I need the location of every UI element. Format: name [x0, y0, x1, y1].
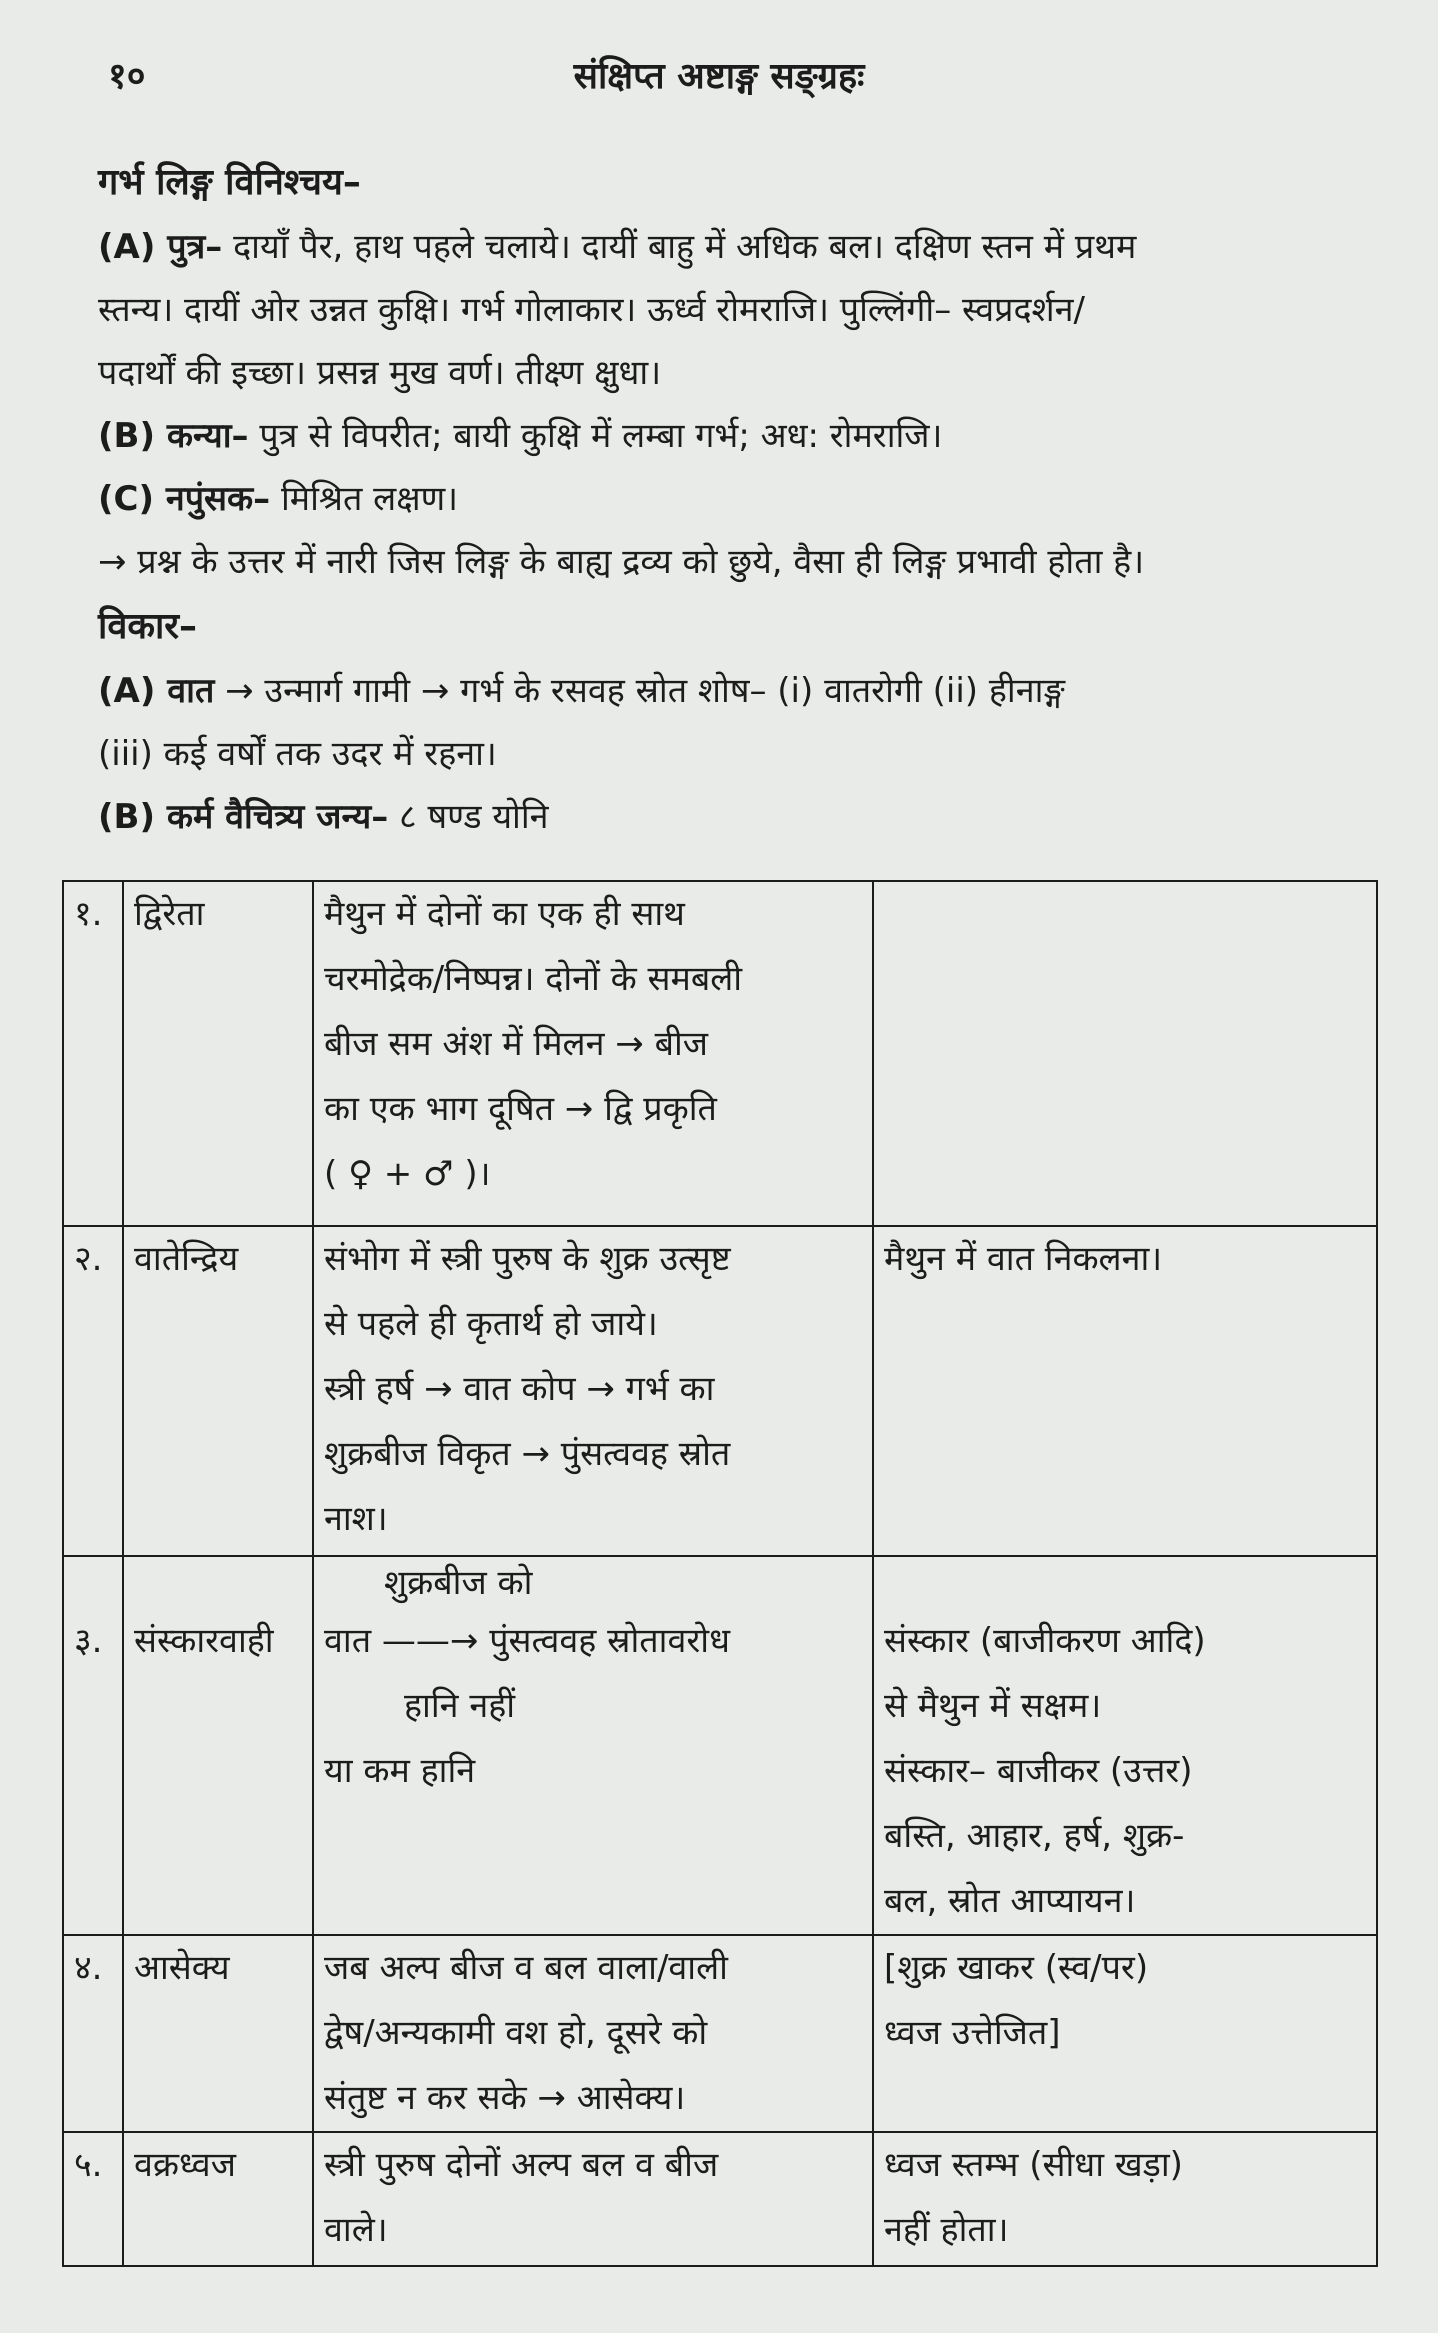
page-title: संक्षिप्त अष्टाङ्ग सङ्ग्रहः [573, 56, 865, 97]
row-name: संस्कारवाही [123, 1556, 313, 1935]
paragraph-napunsak [98, 468, 1376, 531]
paragraph-vata [98, 660, 1376, 723]
row-remark: संस्कार (बाजीकरण आदि) से मैथुन में सक्षम। संस्कार– बाजीकर (उत्तर) बस्ति, आहार, हर्ष, शुक्र- बल, स्रोत आप्यायन। [873, 1556, 1377, 1935]
row-number: ३. [63, 1556, 123, 1935]
table-row [63, 1935, 1377, 2132]
label-putra: (A) पुत्र– [98, 227, 223, 267]
row-name: वातेन्द्रिय [123, 1226, 313, 1556]
text-vata: → उन्मार्ग गामी → गर्भ के रसवह स्रोत शोष– (i) वातरोगी (ii) हीनाङ्ग [225, 671, 1065, 711]
page-content [98, 150, 1376, 849]
row-description: संभोग में स्त्री पुरुष के शुक्र उत्सृष्ट से पहले ही कृतार्थ हो जाये। स्त्री हर्ष → वात कोप → गर्भ का शुक्रबीज विकृत → पुंसत्ववह स्रोत नाश। [313, 1226, 873, 1556]
label-vata: (A) वात [98, 671, 215, 711]
table-row [63, 881, 1377, 1226]
section-heading-garbha-linga: गर्भ लिङ्ग विनिश्चय– [98, 162, 361, 203]
paragraph-note: → प्रश्न के उत्तर में नारी जिस लिङ्ग के बाह्य द्रव्य को छुये, वैसा ही लिङ्ग प्रभावी होता है। [98, 542, 1145, 582]
page-header [0, 50, 1438, 110]
text-napunsak: मिश्रित लक्षण। [280, 479, 459, 519]
paragraph-putra-line2: स्तन्य। दायीं ओर उन्नत कुक्षि। गर्भ गोलाकार। ऊर्ध्व रोमराजि। पुल्लिंगी– स्वप्रदर्शन/ [98, 290, 1086, 330]
table-row [63, 2132, 1377, 2266]
row-description: स्त्री पुरुष दोनों अल्प बल व बीज वाले। [313, 2132, 873, 2266]
shanda-yoni-table [62, 880, 1378, 2267]
row-name: वक्रध्वज [123, 2132, 313, 2266]
label-kanya: (B) कन्या– [98, 416, 249, 456]
section-heading-vikar: विकार– [98, 606, 198, 647]
row-remark: [शुक्र खाकर (स्व/पर) ध्वज उत्तेजित] [873, 1935, 1377, 2132]
paragraph-karma [98, 786, 1376, 849]
row-description: शुक्रबीज को वात ——→ पुंसत्ववह स्रोतावरोध हानि नहीं या कम हानि [313, 1556, 873, 1935]
paragraph-putra-line3: पदार्थों की इच्छा। प्रसन्न मुख वर्ण। तीक्ष्ण क्षुधा। [98, 353, 662, 393]
row-description: जब अल्प बीज व बल वाला/वाली द्वेष/अन्यकामी वश हो, दूसरे को संतुष्ट न कर सके → आसेक्य। [313, 1935, 873, 2132]
text-putra-1: दायाँ पैर, हाथ पहले चलाये। दायीं बाहु में अधिक बल। दक्षिण स्तन में प्रथम [233, 227, 1137, 267]
row-number: २. [63, 1226, 123, 1556]
row-number: ४. [63, 1935, 123, 2132]
text-kanya: पुत्र से विपरीत; बायी कुक्षि में लम्बा गर्भ; अध: रोमराजि। [259, 416, 943, 456]
paragraph-kanya [98, 405, 1376, 468]
row-description: मैथुन में दोनों का एक ही साथ चरमोद्रेक/निष्पन्न। दोनों के समबली बीज सम अंश में मिलन → बीज का एक भाग दूषित → द्वि प्रकृति ( ♀ + ♂ )। [313, 881, 873, 1226]
table-row [63, 1226, 1377, 1556]
label-napunsak: (C) नपुंसक– [98, 479, 271, 519]
paragraph-vata-line2: (iii) कई वर्षों तक उदर में रहना। [98, 734, 497, 774]
table-row [63, 1556, 1377, 1935]
row-name: द्विरेता [123, 881, 313, 1226]
row-number: १. [63, 881, 123, 1226]
row-remark: मैथुन में वात निकलना। [873, 1226, 1377, 1556]
row-number: ५. [63, 2132, 123, 2266]
label-karma: (B) कर्म वैचित्र्य जन्य– [98, 797, 389, 837]
page-number: १० [108, 56, 146, 97]
paragraph-putra-line1 [98, 216, 1376, 279]
row-name: आसेक्य [123, 1935, 313, 2132]
row-remark [873, 881, 1377, 1226]
text-karma: ८ षण्ड योनि [399, 797, 549, 837]
row-remark: ध्वज स्तम्भ (सीधा खड़ा) नहीं होता। [873, 2132, 1377, 2266]
